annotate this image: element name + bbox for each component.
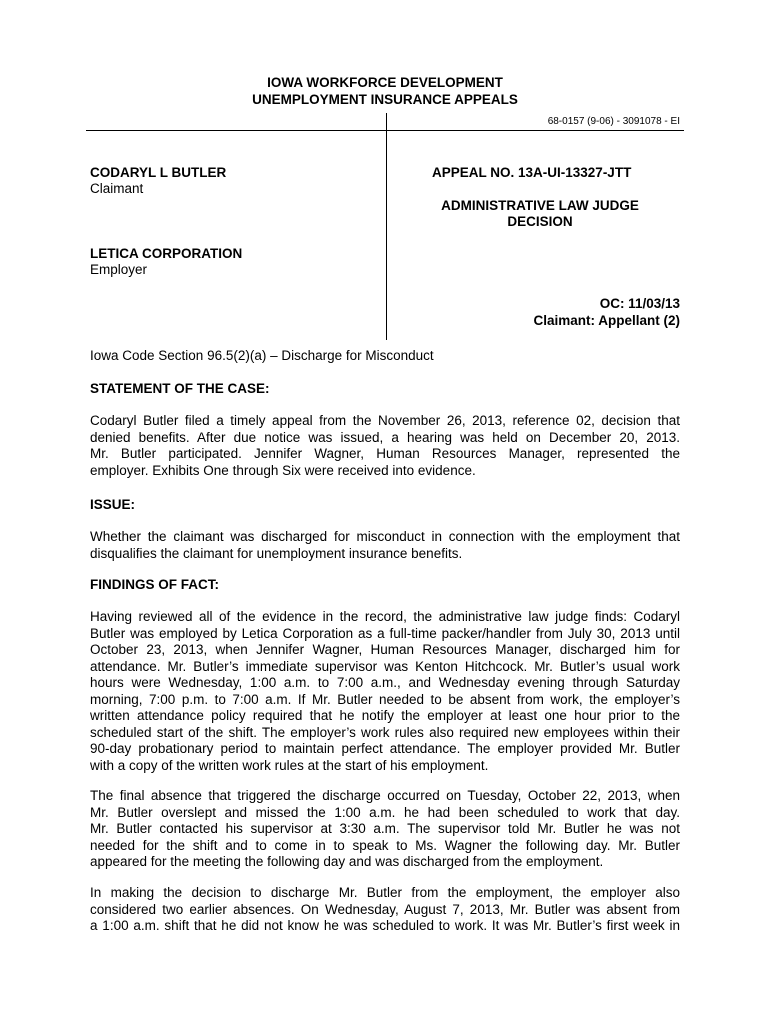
agency-title: IOWA WORKFORCE DEVELOPMENT bbox=[267, 75, 503, 90]
findings-heading: FINDINGS OF FACT: bbox=[90, 577, 219, 592]
issue-paragraph bbox=[90, 529, 680, 562]
text-line: employer. Exhibits One through Six were received into evidence. bbox=[90, 462, 476, 478]
text-line: considered two earlier absences. On Wednesday, August 7, 2013, Mr. Butler was absent from bbox=[90, 901, 680, 917]
text-line: Butler was employed by Letica Corporation as a full-time packer/handler from July 30, 2013 until bbox=[90, 625, 680, 641]
text-line: disqualifies the claimant for unemployment insurance benefits. bbox=[90, 545, 463, 561]
claimant-name: CODARYL L BUTLER bbox=[90, 165, 227, 180]
text-line: 90-day probationary period to maintain perfect attendance. The employer provided Mr. Butler bbox=[90, 741, 680, 756]
text-line: morning, 7:00 p.m. to 7:00 a.m. If Mr. Butler needed to be absent from work, the employer’s bbox=[90, 691, 680, 707]
text-line: Having reviewed all of the evidence in the record, the administrative law judge finds: Codaryl bbox=[90, 609, 680, 624]
text-line: Codaryl Butler filed a timely appeal from the November 26, 2013, reference 02, decision that bbox=[90, 413, 680, 428]
text-line: The final absence that triggered the discharge occurred on Tuesday, October 22, 2013, when bbox=[90, 788, 680, 803]
text-line: appeared for the meeting the following day and was discharged from the employment. bbox=[90, 854, 604, 869]
appeal-number: APPEAL NO. 13A-UI-13327-JTT bbox=[432, 165, 632, 180]
text-line: with a copy of the written work rules at the start of his employment. bbox=[90, 757, 489, 773]
decision-title-line2: DECISION bbox=[507, 214, 573, 229]
text-line: a 1:00 a.m. shift that he did not know he was scheduled to work. It was Mr. Butler’s first week in bbox=[90, 918, 680, 933]
text-line: October 23, 2013, when Jennifer Wagner, Human Resources Manager, discharged him for bbox=[90, 642, 680, 657]
text-line: Mr. Butler contacted his supervisor at 3:30 a.m. The supervisor told Mr. Butler he was not bbox=[90, 821, 680, 836]
text-line: Whether the claimant was discharged for misconduct in connection with the employment that bbox=[90, 529, 680, 544]
issue-heading: ISSUE: bbox=[90, 497, 136, 512]
text-line: Mr. Butler participated. Jennifer Wagner, Human Resources Manager, represented the bbox=[90, 446, 680, 461]
text-line: written attendance policy required that he notify the employer at least one hour prior to the bbox=[90, 708, 680, 723]
division-title: UNEMPLOYMENT INSURANCE APPEALS bbox=[252, 92, 518, 107]
code-section: Iowa Code Section 96.5(2)(a) – Discharge for Misconduct bbox=[90, 348, 434, 363]
statement-paragraph bbox=[90, 413, 680, 479]
claimant-role: Claimant bbox=[90, 181, 144, 196]
text-line: Mr. Butler overslept and missed the 1:00 a.m. he had been scheduled to work that day. bbox=[90, 804, 680, 820]
text-line: attendance. Mr. Butler’s immediate supervisor was Kenton Hitchcock. Mr. Butler’s usual work bbox=[90, 658, 680, 674]
text-line: hours were Wednesday, 1:00 a.m. to 7:00 a.m., and Wednesday evening through Saturday bbox=[90, 675, 680, 690]
header-rule bbox=[86, 130, 684, 131]
column-divider bbox=[386, 113, 387, 340]
statement-heading: STATEMENT OF THE CASE: bbox=[90, 381, 270, 396]
employer-name: LETICA CORPORATION bbox=[90, 246, 243, 261]
claimant-status: Claimant: Appellant (2) bbox=[533, 313, 680, 328]
findings-paragraph-3 bbox=[90, 885, 680, 935]
text-line: In making the decision to discharge Mr. Butler from the employment, the employer also bbox=[90, 885, 680, 900]
text-line: denied benefits. After due notice was issued, a hearing was held on December 20, 2013. bbox=[90, 429, 680, 445]
decision-title-line1: ADMINISTRATIVE LAW JUDGE bbox=[441, 198, 639, 213]
oc-date: OC: 11/03/13 bbox=[599, 296, 680, 311]
text-line: scheduled start of the shift. The employer’s work rules also required new employees within their bbox=[90, 724, 680, 740]
findings-paragraph-1 bbox=[90, 609, 680, 774]
employer-role: Employer bbox=[90, 262, 148, 277]
text-line: needed for the shift and to come in to speak to Ms. Wagner the following day. Mr. Butler bbox=[90, 837, 680, 853]
findings-paragraph-2 bbox=[90, 788, 680, 871]
form-number: 68-0157 (9-06) - 3091078 - EI bbox=[547, 116, 680, 127]
